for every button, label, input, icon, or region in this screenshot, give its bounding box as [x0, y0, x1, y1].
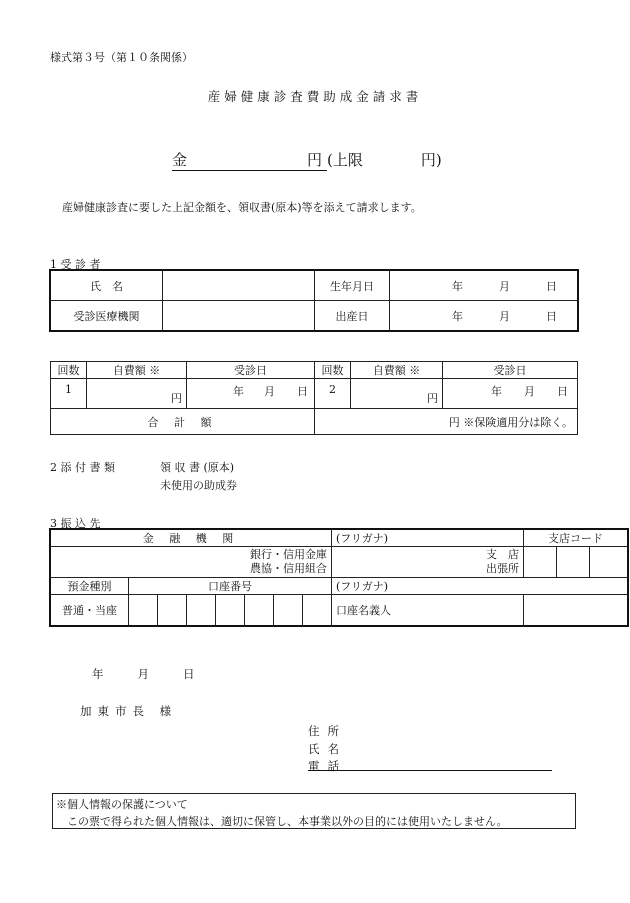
yen-label: 円	[171, 392, 182, 405]
account-digit-7[interactable]	[303, 595, 332, 626]
name-field[interactable]	[163, 271, 315, 301]
branch-code-digit-2[interactable]	[557, 547, 590, 578]
bank-label	[51, 530, 332, 547]
addressee: 加東市長 様	[80, 704, 178, 718]
visit-date-field-2[interactable]	[443, 379, 578, 409]
applicant-phone-label: 電話	[308, 759, 347, 773]
delivery-date-label: 出産日	[315, 301, 390, 331]
account-holder-field[interactable]	[524, 595, 628, 626]
visits-table	[50, 361, 578, 435]
yen-label: 円	[427, 392, 438, 405]
form-number: 様式第３号（第１０条関係）	[50, 51, 193, 64]
year-label: 年	[452, 309, 463, 323]
visit-date-header-2: 受診日	[443, 362, 578, 379]
birthdate-label: 生年月日	[315, 271, 390, 301]
account-digit-2[interactable]	[158, 595, 187, 626]
account-number-label: 口座番号	[129, 578, 332, 595]
deposit-type-value[interactable]: 普通・当座	[51, 595, 129, 626]
branch-code-digit-3[interactable]	[590, 547, 628, 578]
amount-field[interactable]	[172, 149, 327, 171]
intro-text: 産婦健康診査に要した上記金額を、領収書(原本)等を添えて請求します。	[62, 201, 422, 214]
total-label	[51, 409, 315, 435]
privacy-notice-box	[52, 793, 576, 829]
bank-type-line-1: 銀行・信用金庫	[250, 548, 327, 561]
furigana-label: (フリガナ)	[332, 530, 524, 547]
account-digit-6[interactable]	[274, 595, 303, 626]
month-label: 月	[499, 309, 510, 323]
visit-number-1: 1	[51, 379, 87, 409]
privacy-title: ※個人情報の保護について	[56, 798, 188, 811]
day-label: 日	[546, 279, 557, 293]
day-label: 日	[557, 385, 568, 398]
account-digit-1[interactable]	[129, 595, 158, 626]
account-digit-4[interactable]	[216, 595, 245, 626]
branch-name-field[interactable]	[332, 547, 524, 578]
deposit-type-label: 預金種別	[51, 578, 129, 595]
total-field[interactable]	[315, 409, 578, 435]
year-label: 年	[491, 385, 502, 398]
furigana-label-2	[332, 578, 628, 595]
branch-code-digit-1[interactable]	[524, 547, 557, 578]
limit-yen-label: 円)	[420, 151, 442, 169]
account-holder-label-cell	[332, 595, 524, 626]
month-label: 月	[137, 667, 149, 681]
self-pay-field-2[interactable]	[351, 379, 443, 409]
bank-name-field[interactable]	[51, 547, 332, 578]
visit-count-header-1: 回数	[51, 362, 87, 379]
year-label: 年	[92, 667, 104, 681]
delivery-date-field[interactable]	[390, 301, 578, 331]
date-line[interactable]	[92, 666, 195, 682]
kin-label: 金	[172, 151, 188, 169]
visit-number-2: 2	[315, 379, 351, 409]
account-holder-label: 口座名義人	[336, 604, 391, 617]
month-label: 月	[524, 385, 535, 398]
bank-type-line-2: 農協・信用組合	[250, 562, 327, 575]
branch-label-2: 出張所	[486, 562, 520, 575]
section2-heading: 2 添 付 書 類	[50, 461, 115, 474]
limit-open-label: (上限	[327, 151, 363, 169]
visit-date-header-1: 受診日	[187, 362, 315, 379]
privacy-body: この票で得られた個人情報は、適切に保管し、本事業以外の目的には使用いたしません。	[67, 815, 508, 828]
visit-count-header-2: 回数	[315, 362, 351, 379]
month-label: 月	[264, 385, 275, 398]
attachment-receipt: 領 収 書 (原本)	[160, 461, 235, 474]
total-note: 円 ※保険適用分は除く。	[448, 415, 573, 429]
self-pay-header-2: 自費額 ※	[351, 362, 443, 379]
section1-heading: 1 受 診 者	[50, 258, 101, 271]
name-label: 氏 名	[51, 271, 163, 301]
account-digit-3[interactable]	[187, 595, 216, 626]
self-pay-header-1: 自費額 ※	[87, 362, 187, 379]
visit-date-field-1[interactable]	[187, 379, 315, 409]
month-label: 月	[499, 279, 510, 293]
year-label: 年	[452, 279, 463, 293]
patient-table	[50, 270, 578, 331]
attachment-voucher: 未使用の助成券	[160, 479, 237, 492]
applicant-address-label: 住所	[308, 724, 347, 738]
day-label: 日	[183, 667, 195, 681]
day-label: 日	[297, 385, 308, 398]
section3-heading: 3 振 込 先	[50, 517, 101, 530]
clinic-field[interactable]	[163, 301, 315, 331]
account-digit-5[interactable]	[245, 595, 274, 626]
branch-code-label: 支店コード	[524, 530, 628, 547]
document-title: 産婦健康診査費助成金請求書	[207, 89, 423, 104]
furigana-label-2-text: (フリガナ)	[336, 580, 389, 593]
bank-label-text: 金 融 機 関	[142, 532, 240, 545]
applicant-name-label: 氏名	[308, 742, 347, 756]
bank-table	[50, 529, 628, 626]
yen-label: 円	[307, 151, 323, 169]
year-label: 年	[233, 385, 244, 398]
self-pay-field-1[interactable]	[87, 379, 187, 409]
amount-line	[172, 149, 442, 171]
branch-label-1: 支 店	[486, 548, 520, 561]
birthdate-field[interactable]	[390, 271, 578, 301]
day-label: 日	[546, 309, 557, 323]
total-label-text: 合 計 額	[147, 415, 218, 429]
clinic-label: 受診医療機関	[51, 301, 163, 331]
phone-underline[interactable]	[308, 770, 552, 771]
